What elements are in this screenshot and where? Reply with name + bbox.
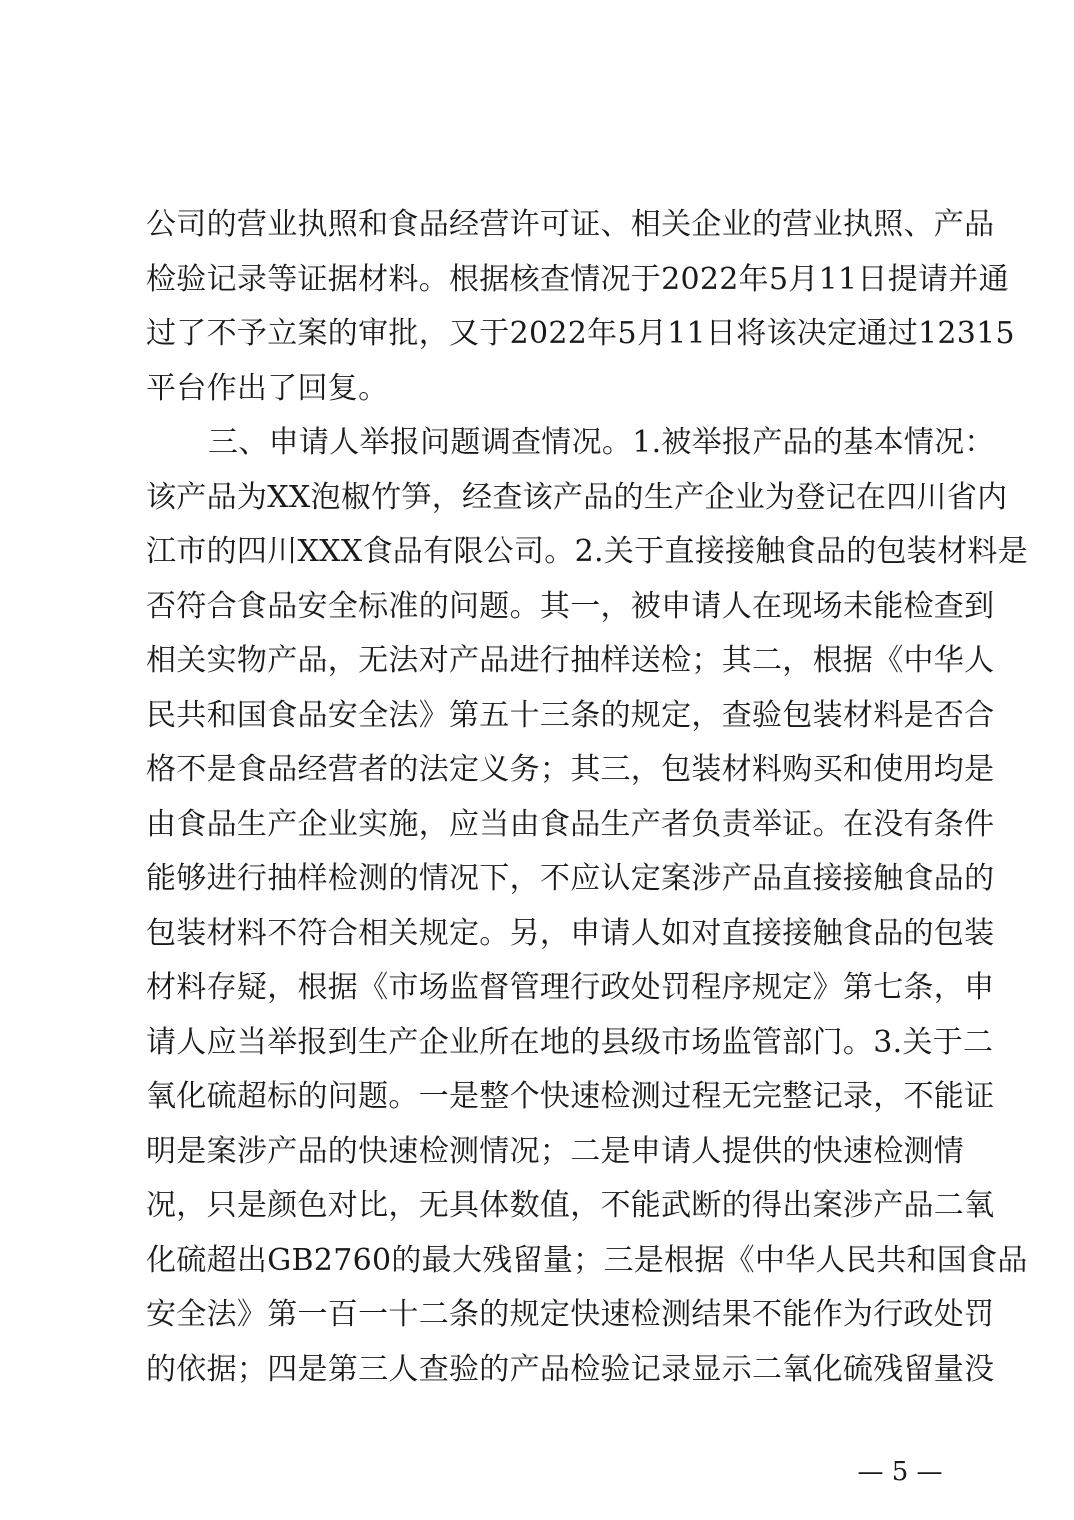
- text-line: 能够进行抽样检测的情况下，不应认定案涉产品直接接触食品的: [146, 861, 995, 896]
- text-line: 请人应当举报到生产企业所在地的县级市场监管部门。3.关于二: [146, 1024, 994, 1060]
- text-line: 氧化硫超标的问题。一是整个快速检测过程无完整记录，不能证: [146, 1079, 995, 1114]
- text-line: 平台作出了回复。: [146, 370, 389, 406]
- text-line: 化硫超出GB2760的最大残留量；三是根据《中华人民共和国食品: [146, 1242, 1028, 1278]
- text-line: 该产品为XX泡椒竹笋，经查该产品的生产企业为登记在四川省内: [146, 479, 1008, 515]
- text-line: 格不是食品经营者的法定义务；其三，包装材料购买和使用均是: [146, 752, 995, 787]
- text-line: 江市的四川XXX食品有限公司。2.关于直接接触食品的包装材料是: [146, 534, 1028, 569]
- text-line: 由食品生产企业实施，应当由食品生产者负责举证。在没有条件: [146, 806, 995, 842]
- text-line: 材料存疑，根据《市场监督管理行政处罚程序规定》第七条，申: [146, 970, 995, 1005]
- text-line: 包装材料不符合相关规定。另，申请人如对直接接触食品的包装: [146, 915, 995, 951]
- text-line: 公司的营业执照和食品经营许可证、相关企业的营业执照、产品: [146, 207, 995, 242]
- text-line: 过了不予立案的审批，又于2022年5月11日将该决定通过12315: [146, 316, 1015, 351]
- text-line: 否符合食品安全标准的问题。其一，被申请人在现场未能检查到: [146, 588, 995, 624]
- text-line: 况，只是颜色对比，无具体数值，不能武断的得出案涉产品二氧: [146, 1188, 995, 1223]
- text-line: 明是案涉产品的快速检测情况；二是申请人提供的快速检测情: [146, 1133, 965, 1169]
- text-line: 相关实物产品，无法对产品进行抽样送检；其二，根据《中华人: [146, 643, 995, 678]
- text-line: 的依据；四是第三人查验的产品检验记录显示二氧化硫残留量没: [146, 1351, 995, 1387]
- text-line: 检验记录等证据材料。根据核查情况于2022年5月11日提请并通: [146, 261, 1009, 297]
- page-number: — 5 —: [857, 1457, 943, 1487]
- text-line: 安全法》第一百一十二条的规定快速检测结果不能作为行政处罚: [146, 1297, 995, 1332]
- text-line: 民共和国食品安全法》第五十三条的规定，查验包装材料是否合: [146, 697, 995, 733]
- paragraph-start-line: 三、申请人举报问题调查情况。1.被举报产品的基本情况：: [208, 425, 995, 460]
- document-body: [146, 198, 1028, 1397]
